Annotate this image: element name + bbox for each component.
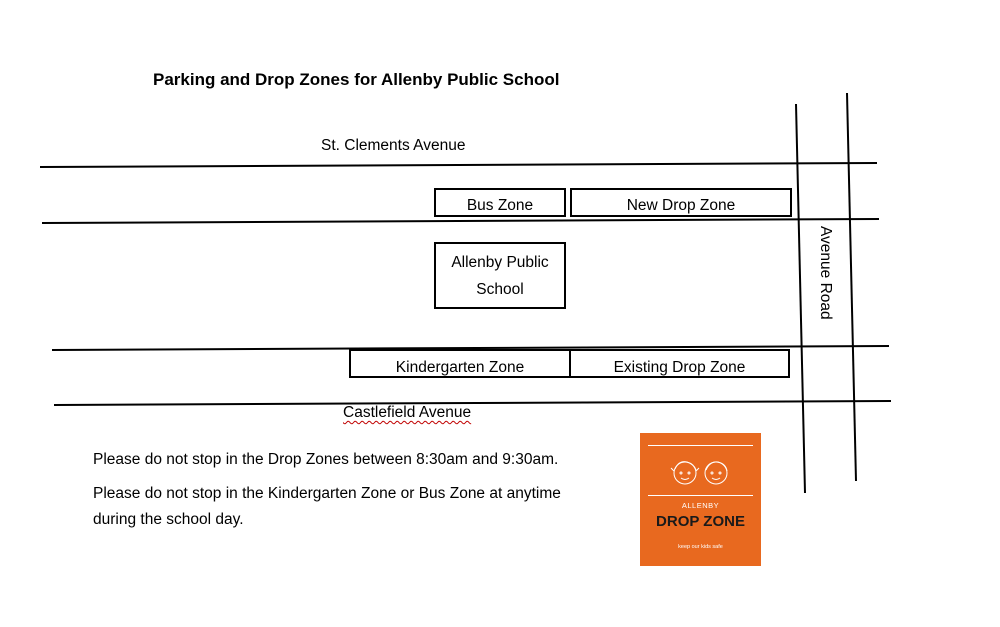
avenue-road-label: Avenue Road [817, 226, 834, 320]
st-clements-avenue-north-curb [40, 163, 877, 167]
two-children-faces-icon [670, 457, 732, 489]
new-drop-zone-label: New Drop Zone [626, 197, 736, 214]
bus-zone [434, 188, 566, 217]
existing-drop-zone-label: Existing Drop Zone [613, 359, 746, 376]
page-title: Parking and Drop Zones for Allenby Public School [153, 70, 560, 89]
castlefield-avenue-label [343, 404, 471, 422]
sign-brand: ALLENBY [681, 501, 720, 510]
castlefield-avenue-south-curb [54, 401, 891, 405]
st-clements-avenue-south-curb [42, 219, 879, 223]
avenue-road-west-curb [796, 104, 805, 493]
allenby-public-school-building [434, 242, 566, 309]
castlefield-avenue-text: Castlefield Avenue [343, 404, 472, 421]
school-name-line-1: Allenby Public [451, 254, 549, 271]
sign-tagline: keep our kids safe [678, 544, 723, 550]
bus-zone-label: Bus Zone [466, 197, 534, 214]
sign-middle-rule [648, 495, 753, 496]
new-drop-zone [570, 188, 792, 217]
avenue-road-east-curb [847, 93, 856, 481]
drop-zone-sign [640, 433, 761, 566]
school-name-line-2: School [476, 281, 524, 298]
sign-title: DROP ZONE [656, 513, 745, 530]
note-kindergarten-bus-zone-continued: during the school day. [93, 511, 244, 528]
kindergarten-zone-label: Kindergarten Zone [395, 359, 525, 376]
st-clements-avenue-label: St. Clements Avenue [321, 137, 466, 154]
existing-drop-zone [569, 349, 790, 378]
kindergarten-zone [349, 349, 571, 378]
note-drop-zone-hours: Please do not stop in the Drop Zones between 8:30am and 9:30am. [93, 451, 559, 468]
note-kindergarten-bus-zone: Please do not stop in the Kindergarten Zone or Bus Zone at anytime [93, 485, 561, 502]
sign-top-rule [648, 445, 753, 446]
